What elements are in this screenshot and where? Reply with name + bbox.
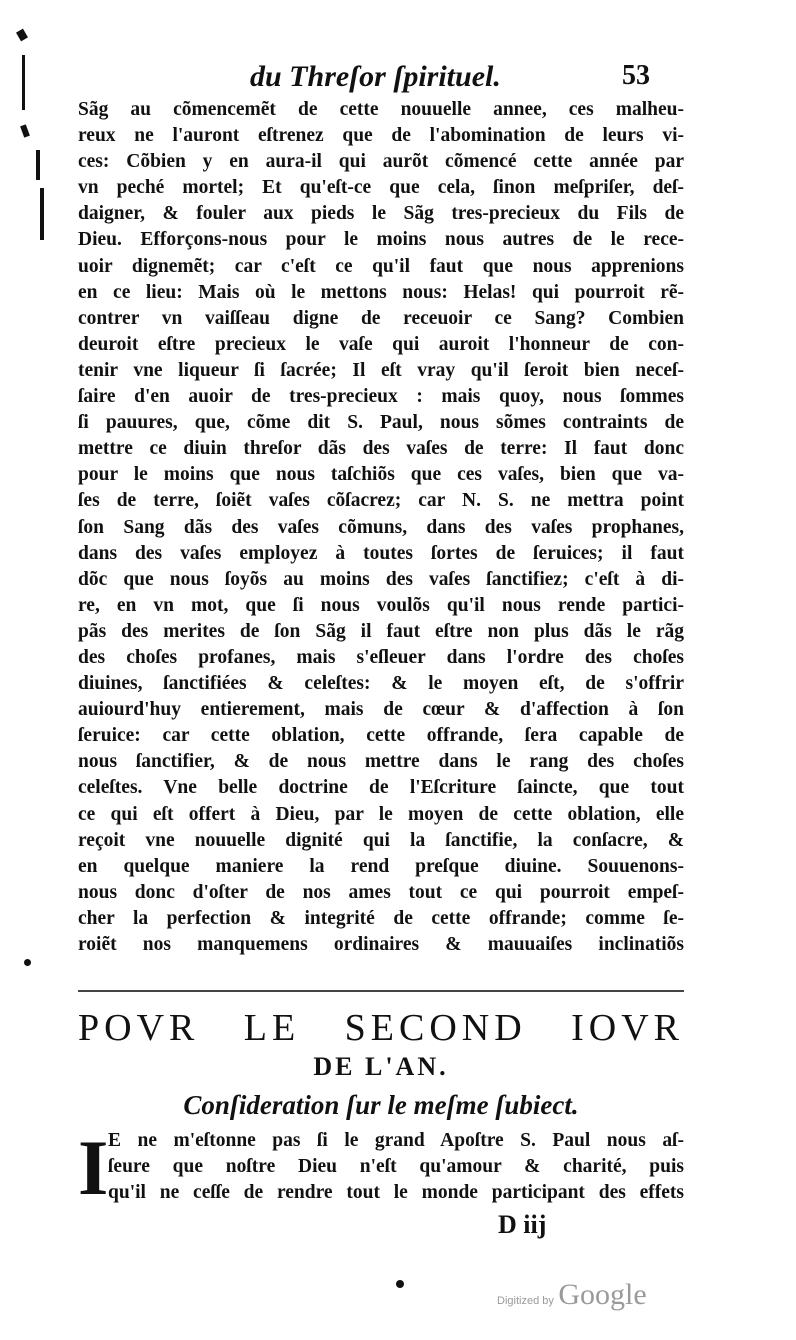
watermark-prefix: Digitized by	[497, 1295, 554, 1307]
text-line: reux ne l'auront eſtrenez que de l'abomination de leurs vi-	[78, 125, 684, 147]
text-line: des choſes profanes, mais s'eſleuer dans l'ordre des choſes	[78, 646, 684, 668]
text-line: auiourd'huy entierement, mais de cœur & d'affection à ſon	[78, 699, 684, 721]
text-line: deuroit eſtre precieux le vaſe qui auroit l'honneur de con-	[78, 333, 684, 355]
second-paragraph	[78, 1124, 684, 1211]
margin-mark-2	[20, 124, 30, 137]
text-line: ſes de terre, ſoiẽt vaſes cõſacrez; car N. S. ne mettra point	[78, 490, 684, 512]
text-line: ſon Sang dãs des vaſes cõmuns, dans des vaſes prophanes,	[78, 516, 684, 538]
text-line: daigner, & fouler aux pieds le Sãg tres-precieux du Fils de	[78, 203, 684, 225]
text-line: ces: Cõbien y en aura-il qui aurõt cõmencé cette année par	[78, 151, 684, 173]
text-line: en ce lieu: Mais où le mettons nous: Helas! qui pourroit rẽ-	[78, 281, 684, 303]
text-line: dans des vaſes employez à toutes ſortes de ſeruices; il faut	[78, 542, 684, 564]
text-line: Sãg au cõmencemẽt de cette nouuelle annee, ces malheu-	[78, 99, 684, 120]
text-line: contrer vn vaiſſeau digne de receuoir ce Sang? Combien	[78, 307, 684, 329]
text-line: mettre ce diuin threſor dãs des vaſes de terre: Il faut donc	[78, 438, 684, 460]
margin-dot-bottom	[396, 1280, 404, 1288]
margin-mark-3	[36, 150, 40, 180]
text-line: celeſtes. Vne belle doctrine de l'Eſcriture ſaincte, que tout	[78, 777, 684, 799]
section-divider	[78, 990, 684, 992]
digitization-watermark	[497, 1278, 647, 1312]
text-line: dõc que nous ſoyõs au moins des vaſes ſanctifiez; c'eſt à di-	[78, 568, 684, 590]
text-line: diuines, ſanctifiées & celeſtes: & le moyen eſt, de s'offrir	[78, 673, 684, 695]
signature-mark: D iij	[498, 1210, 547, 1239]
margin-mark-bar-1	[22, 55, 25, 110]
text-line: ſi pauures, que, cõme dit S. Paul, nous sõmes contraints de	[78, 412, 684, 434]
margin-mark-top	[16, 29, 28, 42]
main-paragraph	[78, 97, 684, 958]
section-subheading: DE L'AN.	[313, 1052, 449, 1081]
text-line: pour le moins que nous taſchiõs que ces vaſes, bien que va-	[78, 464, 684, 486]
text-line: qu'il ne ceſſe de rendre tout le monde participant des effets	[108, 1182, 684, 1204]
page-number: 53	[622, 60, 650, 91]
text-line: ſeruice: car cette oblation, cette offrande, ſera capable de	[78, 725, 684, 747]
text-line: ſeure que noſtre Dieu n'eſt qu'amour & charité, puis	[108, 1156, 684, 1178]
text-line: reçoit vne nouuelle dignité qui la ſanctifie, la conſacre, &	[78, 829, 684, 851]
text-line: pãs des merites de ſon Sãg il faut eſtre non plus dãs le rãg	[78, 620, 684, 642]
text-line: ce qui eſt offert à Dieu, par le moyen de cette oblation, elle	[78, 803, 684, 825]
text-line: E ne m'eſtonne pas ſi le grand Apoſtre S. Paul nous aſ-	[108, 1130, 684, 1151]
text-line: tenir vne liqueur ſi ſacrée; Il eſt vray qu'il ſeroit bien neceſ-	[78, 359, 684, 381]
text-line: nous ſanctifier, & de nous mettre dans le rang des choſes	[78, 751, 684, 773]
text-line: nous donc d'oſter de nos ames tout ce qui pourroit empeſ-	[78, 881, 684, 903]
drop-cap: I	[78, 1124, 109, 1211]
text-line: roiẽt nos manquemens ordinaires & mauuaiſes inclinatiõs	[78, 934, 684, 955]
margin-mark-bar-2	[40, 188, 44, 240]
text-line: Dieu. Efforçons-nous pour le moins nous autres de le rece-	[78, 229, 684, 251]
section-subtitle: Conſideration ſur le meſme ſubiect.	[183, 1090, 579, 1120]
text-line: uoir dignemẽt; car c'eſt ce qu'il faut que nous apprenions	[78, 255, 684, 277]
watermark-brand: Google	[558, 1278, 647, 1311]
section-heading: POVR LE SECOND IOVR	[78, 1007, 684, 1049]
text-line: re, en vn mot, que ſi nous voulõs qu'il nous rende partici-	[78, 594, 684, 616]
text-line: cher la perfection & integrité de cette offrande; comme ſe-	[78, 907, 684, 929]
text-line: ſaire d'en auoir de tres-precieux : mais quoy, nous ſommes	[78, 386, 684, 408]
text-line: vn peché mortel; Et qu'eſt-ce que cela, ſinon meſpriſer, deſ-	[78, 177, 684, 199]
running-head: du Threſor ſpirituel.	[250, 60, 501, 93]
margin-dot-left	[24, 959, 31, 966]
text-line: en quelque maniere la rend preſque diuine. Souuenons-	[78, 855, 684, 877]
